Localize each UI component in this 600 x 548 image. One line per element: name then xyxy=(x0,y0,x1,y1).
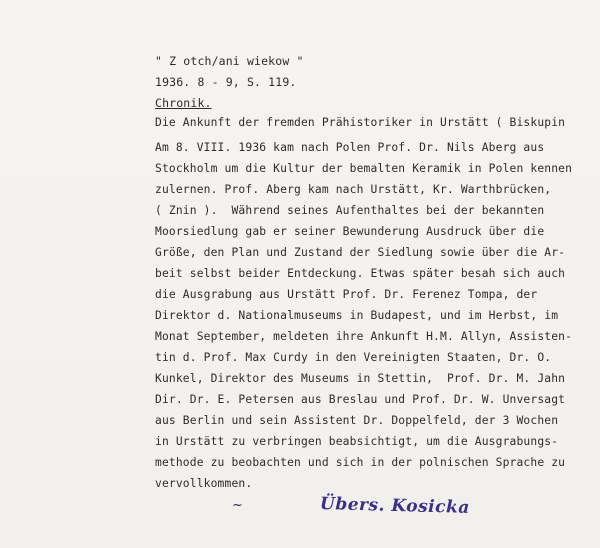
body-line: Moorsiedlung gab er seiner Bewunderung Ausdruck über die xyxy=(155,225,545,238)
body-line: Kunkel, Direktor des Museums in Stettin, Prof. Dr. M. Jahn xyxy=(155,372,566,385)
body-line: in Urstätt zu verbringen beabsichtigt, um die Ausgrabungs- xyxy=(155,435,559,448)
section-heading: Chronik. xyxy=(155,96,212,110)
body-line: beit selbst beider Entdeckung. Etwas später besah sich auch xyxy=(155,267,566,280)
handwritten-mark: ~ xyxy=(232,498,243,513)
body-line: vervollkommen. xyxy=(155,477,253,490)
body-line: zulernen. Prof. Aberg kam nach Urstätt, Kr. Warthbrücken, xyxy=(155,183,552,196)
body-line: Direktor d. Nationalmuseums in Budapest, und im Herbst, im xyxy=(155,309,559,322)
body-line: ( Znin ). Während seines Aufenthaltes bei der bekannten xyxy=(155,204,545,217)
source-title: " Z otch/ani wiekow " xyxy=(155,54,304,68)
body-line: Monat September, meldeten ihre Ankunft H.M. Allyn, Assisten- xyxy=(155,330,573,343)
body-line: aus Berlin und sein Assistent Dr. Doppelfeld, der 3 Wochen xyxy=(155,414,559,427)
body-line: Die Ankunft der fremden Prähistoriker in Urstätt ( Biskupin xyxy=(155,116,566,129)
body-line: Größe, den Plan und Zustand der Siedlung sowie über die Ar- xyxy=(155,246,566,259)
body-line: die Ausgrabung aus Urstätt Prof. Dr. Ferenez Tompa, der xyxy=(155,288,538,301)
body-line: Am 8. VIII. 1936 kam nach Polen Prof. Dr. Nils Aberg aus xyxy=(155,141,545,154)
body-line: methode zu beobachten und sich in der polnischen Sprache zu xyxy=(155,456,566,469)
body-line: Stockholm um die Kultur der bemalten Keramik in Polen kennen xyxy=(155,162,573,175)
translator-signature: Übers. Kosicka xyxy=(319,494,471,518)
body-line: tin d. Prof. Max Curdy in den Vereinigten Staaten, Dr. O. xyxy=(155,351,552,364)
body-line: Dir. Dr. E. Petersen aus Breslau und Prof. Dr. W. Unversagt xyxy=(155,393,566,406)
issue-reference: 1936. 8 - 9, S. 119. xyxy=(155,75,297,89)
